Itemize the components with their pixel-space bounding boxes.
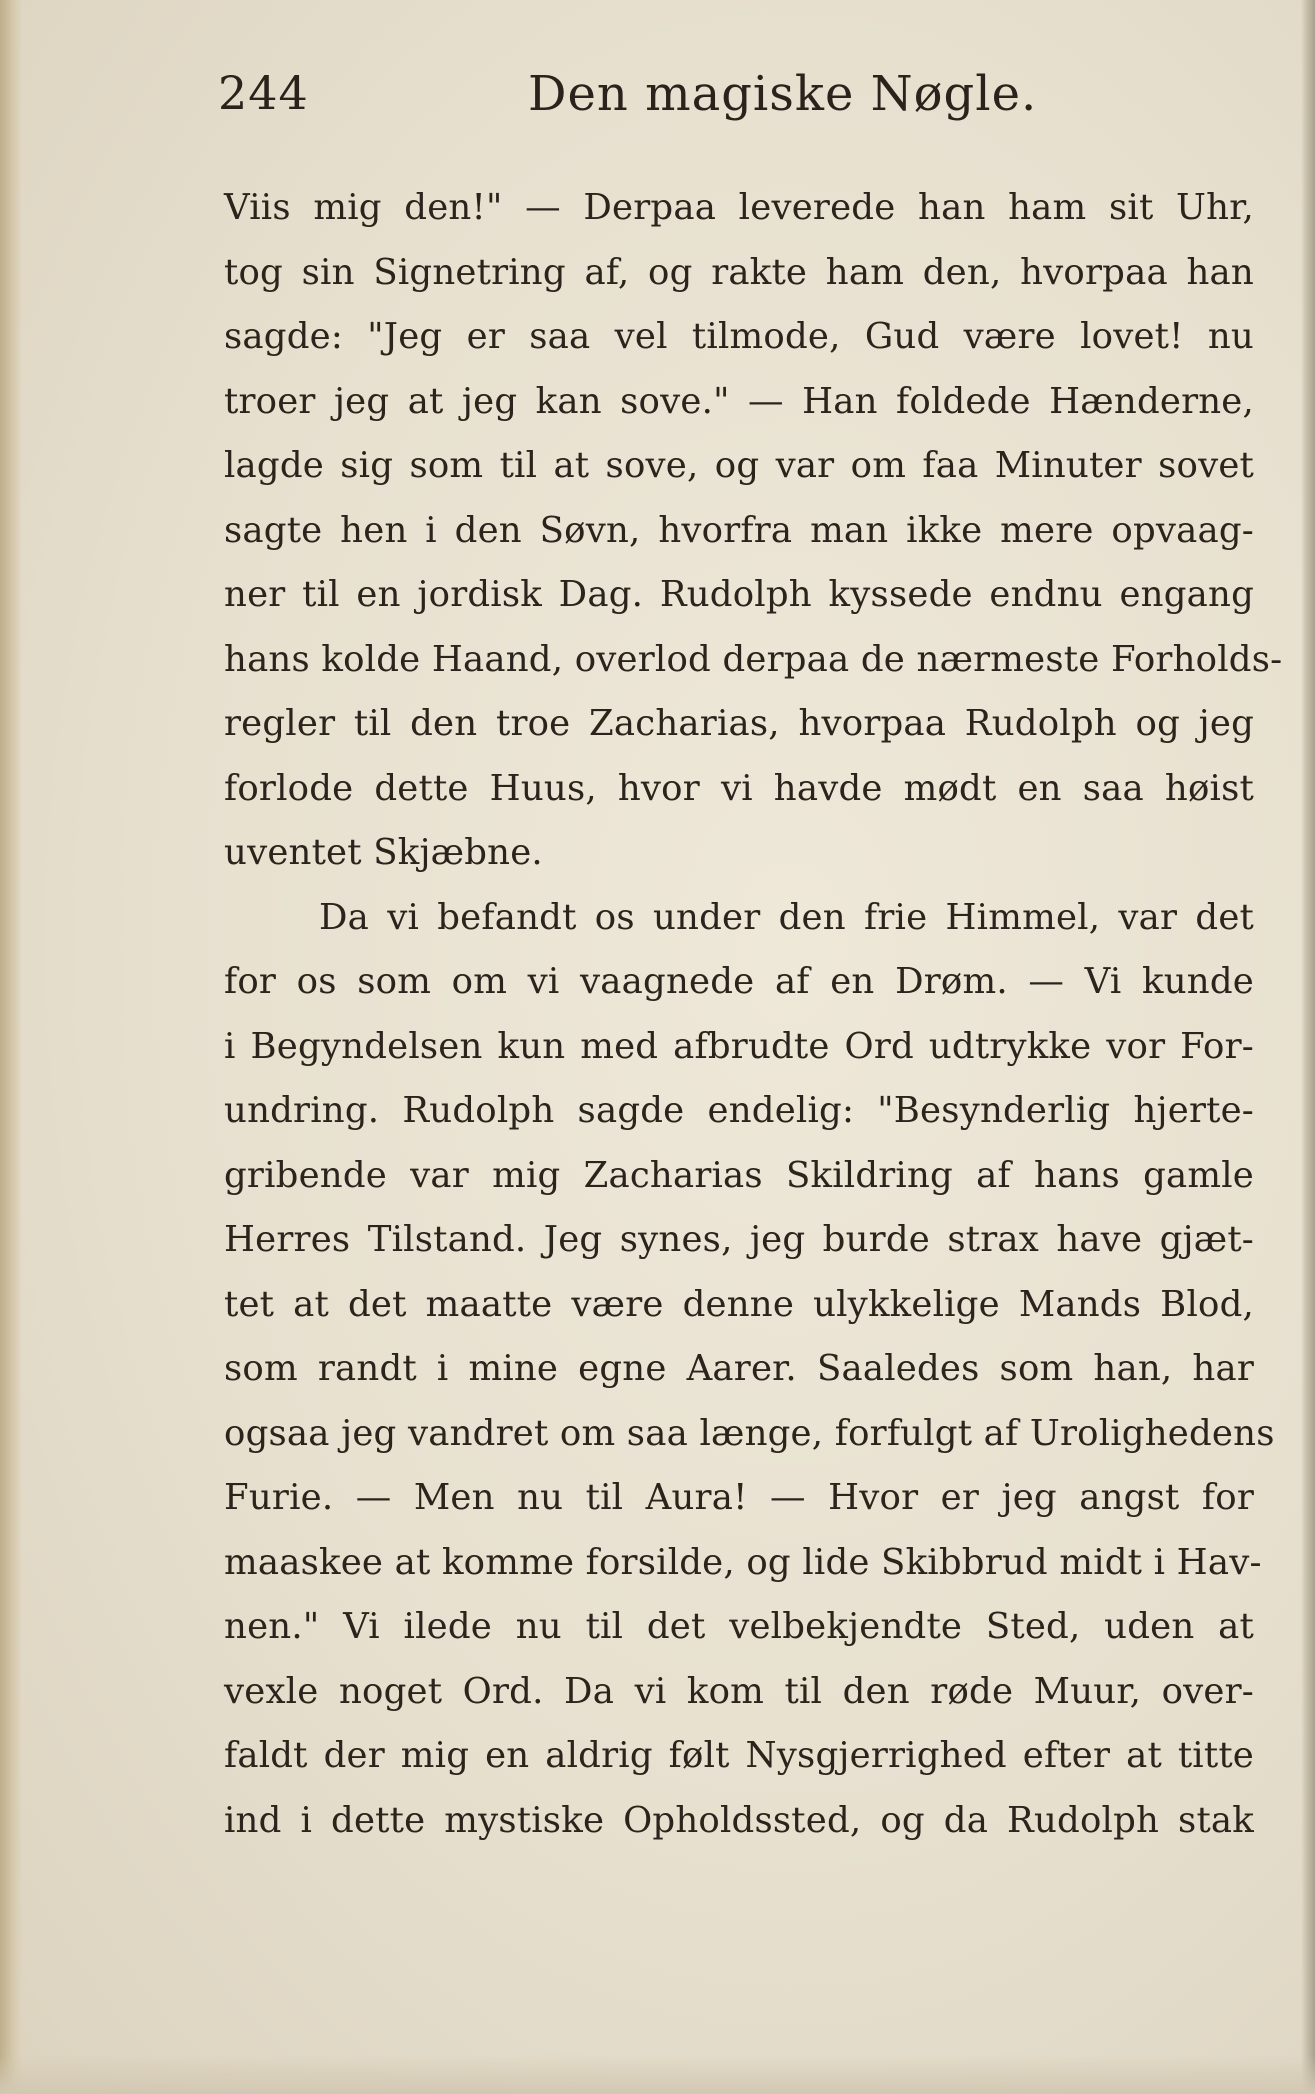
text-line: gribende var mig Zacharias Skildring af hans gamle xyxy=(224,1154,1254,1196)
text-line: sagde: "Jeg er saa vel tilmode, Gud være lovet! nu xyxy=(224,316,1254,357)
text-line: lagde sig som til at sove, og var om faa Minuter sovet xyxy=(224,445,1254,486)
text-line: Furie. — Men nu til Aura! — Hvor er jeg angst for xyxy=(224,1477,1254,1518)
text-line: maaskee at komme forsilde, og lide Skibbrud midt i Hav- xyxy=(224,1541,1262,1583)
page-number: 244 xyxy=(218,66,309,120)
text-line: som randt i mine egne Aarer. Saaledes som han, har xyxy=(224,1348,1254,1389)
text-line: for os som om vi vaagnede af en Drøm. — Vi kunde xyxy=(224,961,1254,1002)
text-line: faldt der mig en aldrig følt Nysgjerrighed efter at titte xyxy=(224,1735,1254,1776)
text-line-paragraph-end: uventet Skjæbne. xyxy=(224,832,543,873)
text-line: ogsaa jeg vandret om saa længe, forfulgt af Urolighedens xyxy=(224,1412,1275,1454)
text-line: troer jeg at jeg kan sove." — Han foldede Hænderne, xyxy=(224,380,1254,422)
text-line: tog sin Signetring af, og rakte ham den, hvorpaa han xyxy=(224,251,1254,293)
page-header xyxy=(218,60,1248,130)
text-line: sagte hen i den Søvn, hvorfra man ikke mere opvaag- xyxy=(224,509,1254,551)
text-line: ind i dette mystiske Opholdssted, og da Rudolph stak xyxy=(224,1799,1254,1841)
text-line: regler til den troe Zacharias, hvorpaa Rudolph og jeg xyxy=(224,703,1254,744)
binding-edge xyxy=(0,0,22,2094)
page-edge-bottom xyxy=(0,2054,1315,2094)
body-text xyxy=(224,176,1283,1853)
text-line: Herres Tilstand. Jeg synes, jeg burde strax have gjæt- xyxy=(224,1219,1254,1260)
text-line: ner til en jordisk Dag. Rudolph kyssede endnu engang xyxy=(224,574,1254,615)
text-line: hans kolde Haand, overlod derpaa de nærmeste Forholds- xyxy=(224,638,1283,680)
text-line: vexle noget Ord. Da vi kom til den røde Muur, over- xyxy=(224,1670,1254,1712)
text-line: undring. Rudolph sagde endelig: "Besynderlig hjerte- xyxy=(224,1090,1254,1131)
running-title: Den magiske Nøgle. xyxy=(528,66,1038,122)
text-line: Viis mig den!" — Derpaa leverede han ham sit Uhr, xyxy=(224,187,1254,228)
text-line: forlode dette Huus, hvor vi havde mødt en saa høist xyxy=(224,767,1254,809)
text-line: tet at det maatte være denne ulykkelige Mands Blod, xyxy=(224,1283,1254,1325)
page-edge-right xyxy=(1301,0,1315,2094)
text-line: nen." Vi ilede nu til det velbekjendte Sted, uden at xyxy=(224,1606,1254,1647)
text-line-paragraph-start: Da vi befandt os under den frie Himmel, var det xyxy=(319,896,1254,938)
text-line: i Begyndelsen kun med afbrudte Ord udtrykke vor For- xyxy=(224,1025,1254,1067)
